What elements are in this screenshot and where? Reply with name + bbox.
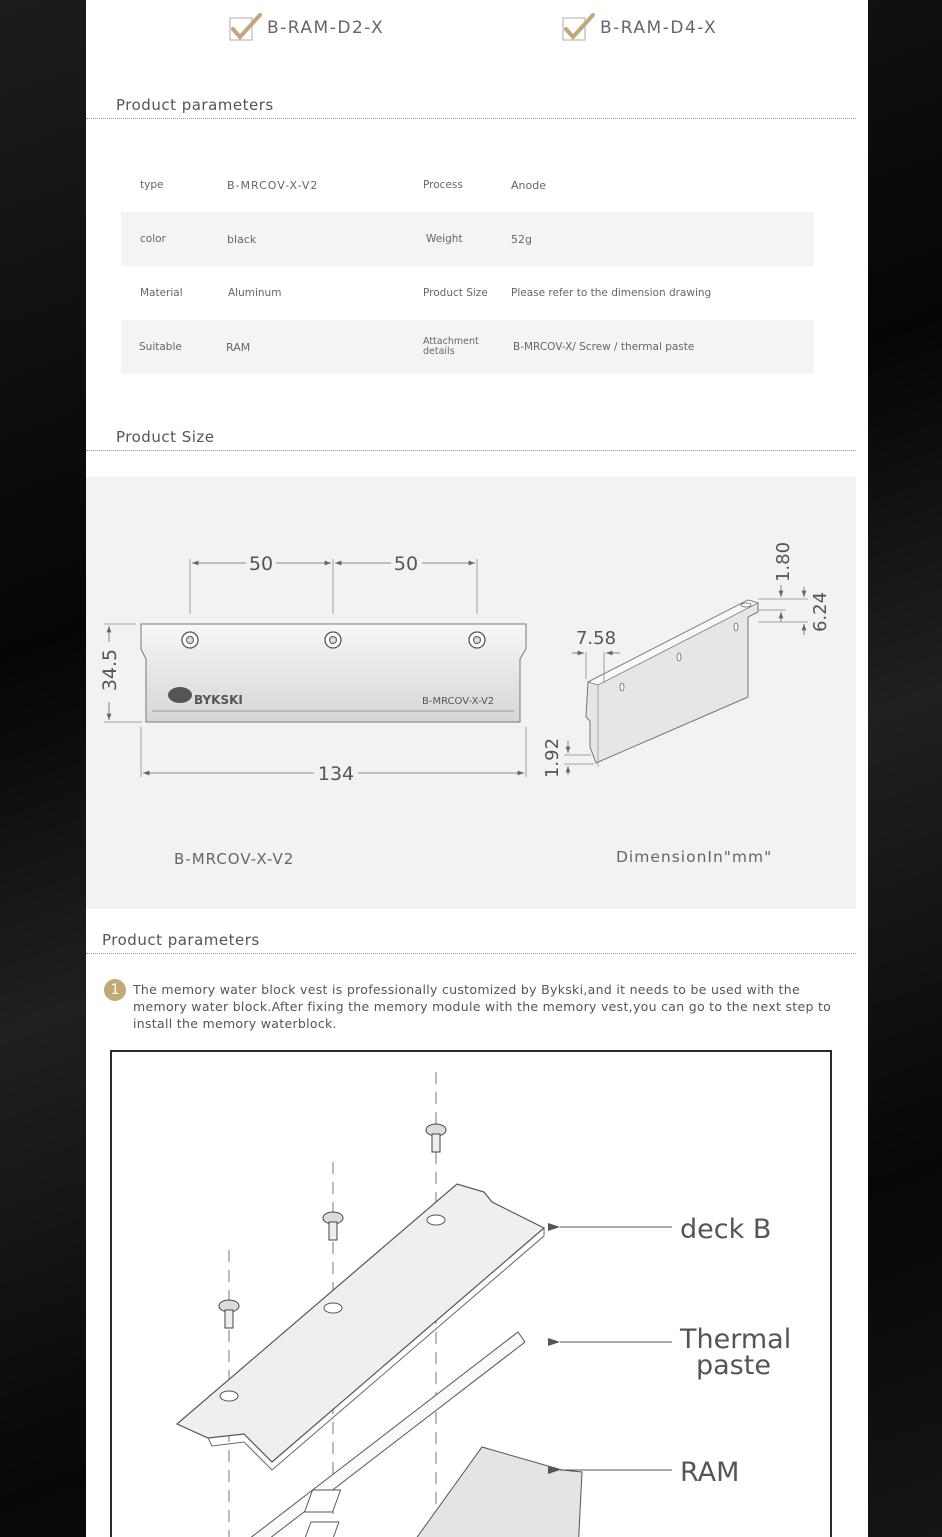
product-page	[86, 0, 868, 1537]
variant-label: B-RAM-D4-X	[600, 18, 718, 38]
table-row	[121, 320, 814, 374]
label-deck-b: deck B	[680, 1214, 772, 1245]
step-description: The memory water block vest is professionally customized by Bykski,and it needs to be used with the memory water block.After fixing the memory module with the memory vest,you can go to the next step to install the memory waterblock.	[133, 982, 832, 1031]
screw-icon	[323, 1212, 343, 1240]
model-caption: B-MRCOV-X-V2	[174, 850, 295, 868]
param-key: color	[140, 233, 166, 245]
checkmark-icon	[227, 13, 263, 43]
param-key: Material	[140, 287, 183, 299]
param-value: RAM	[226, 340, 251, 354]
section-title-install: Product parameters	[102, 931, 260, 949]
screw-icon	[219, 1300, 239, 1328]
dim-overall: 6.24	[810, 591, 831, 633]
variant-label: B-RAM-D2-X	[267, 18, 385, 38]
dim-hole-spacing-1: 50	[248, 553, 274, 575]
section-divider	[86, 118, 856, 119]
table-row	[121, 212, 814, 266]
plate-model-text: B-MRCOV-X-V2	[422, 696, 495, 707]
param-value: B-MRCOV-X/ Screw / thermal paste	[513, 341, 695, 353]
dim-top-thickness: 1.80	[773, 541, 794, 583]
step-number-badge: 1	[104, 979, 126, 1001]
ram-module	[392, 1447, 582, 1537]
dim-bottom: 1.92	[542, 737, 563, 779]
label-thermal-paste-line1: Thermal	[680, 1324, 792, 1355]
unit-caption: DimensionIn"mm"	[616, 848, 773, 866]
section-title-parameters: Product parameters	[116, 96, 274, 114]
dimension-drawing-panel	[86, 477, 856, 909]
exploded-assembly-diagram	[110, 1050, 832, 1537]
section-title-size: Product Size	[116, 428, 215, 446]
parameter-table	[121, 158, 814, 374]
variant-option-d2[interactable]	[227, 12, 384, 44]
param-value: B-MRCOV-X-V2	[227, 178, 319, 192]
plate-logo-text: BYKSKI	[194, 693, 243, 707]
exploded-view	[112, 1052, 830, 1537]
param-value: Please refer to the dimension drawing	[511, 287, 712, 299]
dim-hole-spacing-2: 50	[393, 553, 419, 575]
dim-height: 34.5	[99, 648, 121, 692]
checkmark-icon	[560, 13, 596, 43]
param-key: Weight	[426, 233, 463, 245]
param-value: 52g	[511, 232, 532, 246]
variant-option-d4[interactable]	[560, 12, 717, 44]
section-divider	[86, 953, 856, 954]
param-key: Product Size	[423, 287, 488, 299]
param-key: Attachment details	[423, 336, 479, 357]
param-key: type	[140, 179, 164, 191]
dim-width: 7.58	[575, 628, 617, 649]
dim-length: 134	[317, 763, 355, 785]
param-value: Aluminum	[228, 287, 282, 299]
label-ram: RAM	[680, 1457, 740, 1488]
param-value: black	[227, 232, 257, 246]
screw-icon	[426, 1124, 446, 1152]
table-row	[121, 266, 814, 320]
table-row	[121, 158, 814, 212]
section-divider	[86, 450, 856, 451]
dimension-drawing	[86, 477, 856, 909]
param-key: Suitable	[139, 341, 182, 353]
param-key: Process	[423, 179, 463, 191]
label-thermal-paste-line2: paste	[696, 1350, 771, 1381]
param-value: Anode	[511, 178, 546, 192]
